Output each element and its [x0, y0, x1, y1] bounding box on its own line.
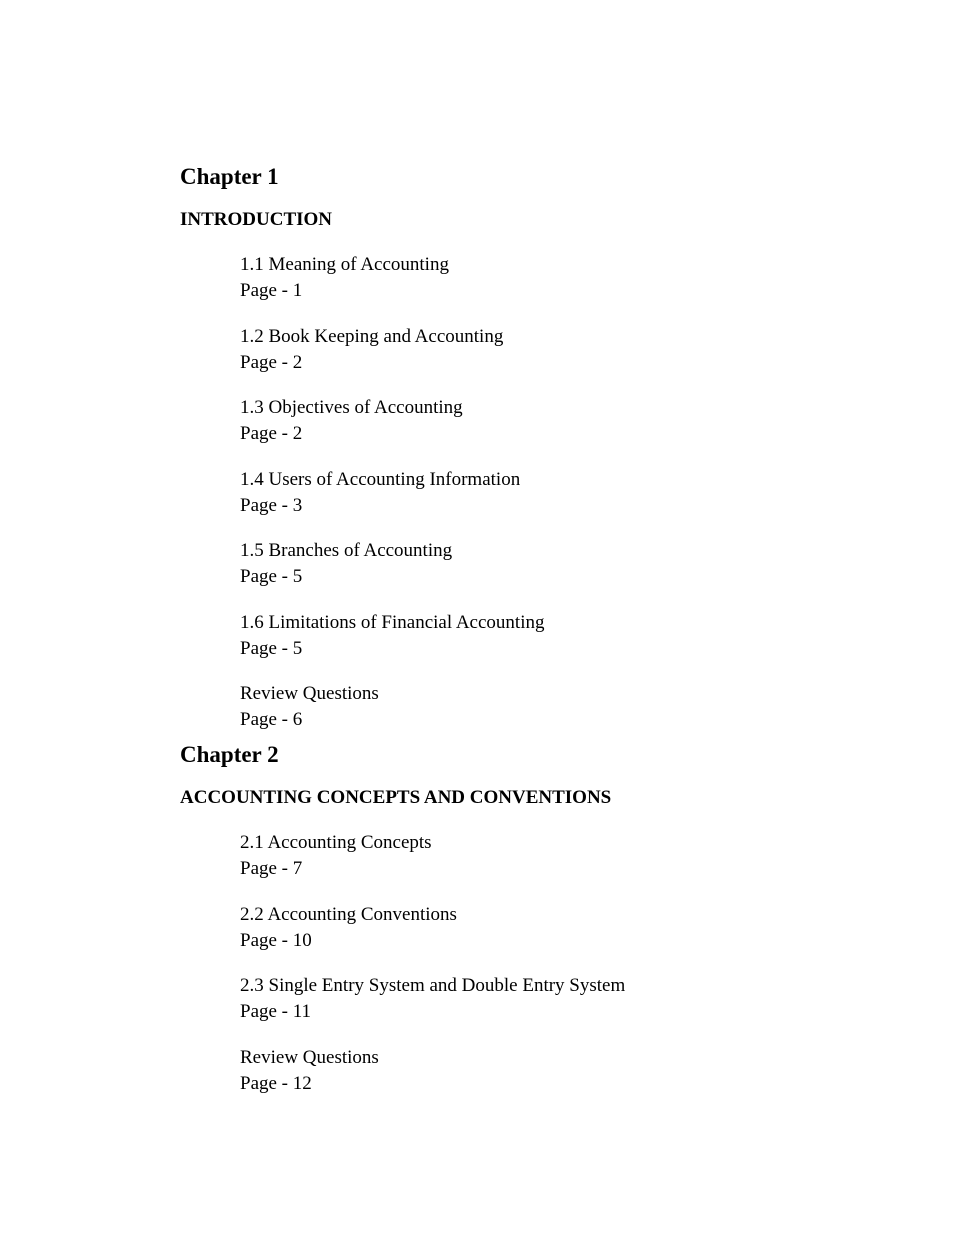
chapter-title: Chapter 2	[180, 742, 279, 767]
toc-entry-title: 1.6 Limitations of Financial Accounting	[240, 611, 545, 633]
toc-entry[interactable]	[240, 973, 880, 1025]
chapter-1-section	[180, 163, 880, 753]
chapter-heading: ACCOUNTING CONCEPTS AND CONVENTIONS	[180, 787, 612, 808]
toc-entry-page: Page - 6	[240, 709, 303, 730]
toc-entry[interactable]	[240, 1045, 880, 1097]
toc-entry-page: Page - 1	[240, 280, 303, 301]
toc-entry[interactable]	[240, 467, 880, 519]
toc-entry-list	[240, 830, 880, 1097]
toc-entry-title: 1.2 Book Keeping and Accounting	[240, 325, 504, 347]
toc-entry-page: Page - 5	[240, 566, 303, 587]
toc-entry-page: Page - 12	[240, 1072, 312, 1094]
toc-entry[interactable]	[240, 252, 880, 304]
toc-entry[interactable]	[240, 610, 880, 662]
toc-entry-title: 1.1 Meaning of Accounting	[240, 254, 449, 275]
toc-entry-page: Page - 7	[240, 858, 303, 879]
toc-entry-title: 1.3 Objectives of Accounting	[240, 397, 463, 418]
toc-entry-title: 2.1 Accounting Concepts	[240, 832, 432, 853]
toc-entry-title: 1.5 Branches of Accounting	[240, 540, 453, 561]
toc-entry-page: Page - 2	[240, 351, 303, 373]
chapter-heading: INTRODUCTION	[180, 209, 333, 230]
toc-entry[interactable]	[240, 324, 880, 376]
toc-entry-page: Page - 11	[240, 1001, 312, 1022]
toc-entry-title: Review Questions	[240, 1046, 379, 1068]
toc-entry[interactable]	[240, 395, 880, 447]
toc-entry-page: Page - 2	[240, 423, 303, 444]
toc-entry[interactable]	[240, 830, 880, 882]
chapter-title: Chapter 1	[180, 164, 279, 189]
toc-entry-page: Page - 10	[240, 929, 312, 951]
toc-entry-list	[240, 252, 880, 733]
toc-entry[interactable]	[240, 902, 880, 954]
toc-entry[interactable]	[240, 681, 880, 733]
toc-entry-title: 2.3 Single Entry System and Double Entry System	[240, 975, 626, 996]
toc-entry-title: Review Questions	[240, 683, 379, 704]
toc-entry-page: Page - 5	[240, 637, 303, 659]
chapter-2-section	[180, 741, 880, 1116]
toc-entry[interactable]	[240, 538, 880, 590]
toc-entry-page: Page - 3	[240, 494, 303, 516]
toc-entry-title: 2.2 Accounting Conventions	[240, 903, 457, 925]
toc-entry-title: 1.4 Users of Accounting Information	[240, 468, 521, 490]
